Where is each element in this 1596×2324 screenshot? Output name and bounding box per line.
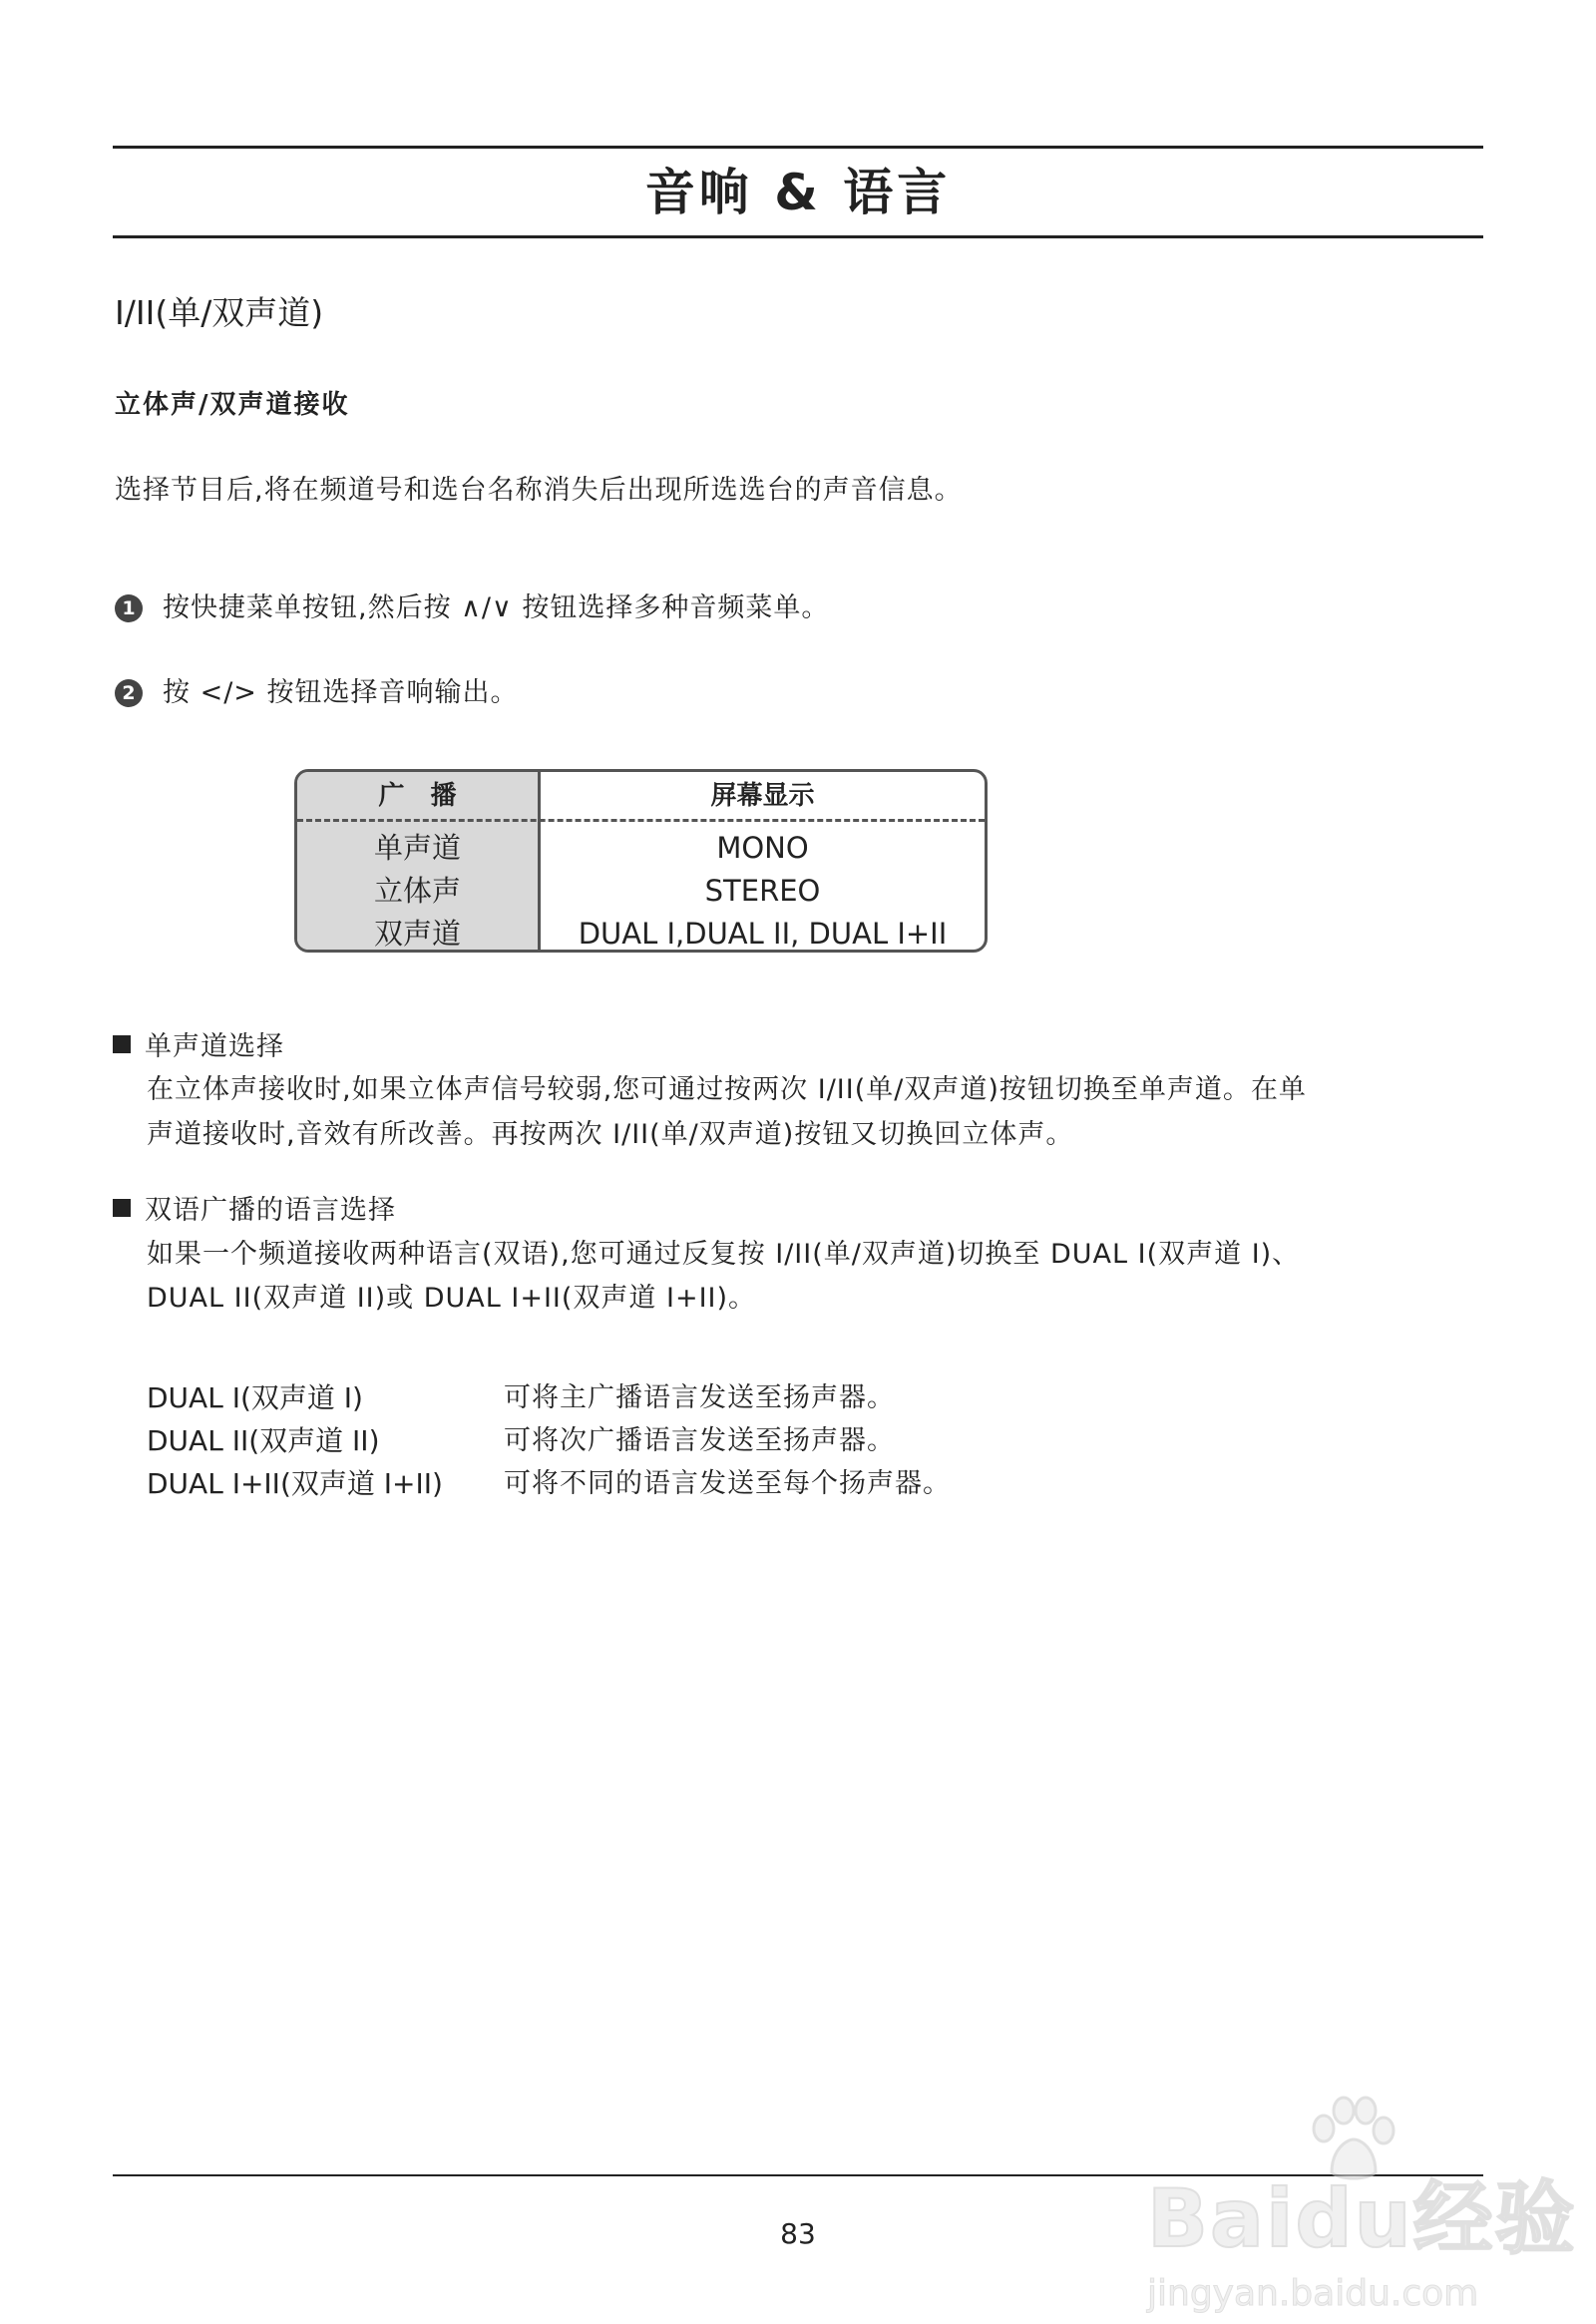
table-cell-display: STEREO [704, 874, 821, 908]
dual-mode-term: DUAL II(双声道 II) [147, 1424, 380, 1457]
intro-paragraph: 选择节目后,将在频道号和选台名称消失后出现所选选台的声音信息。 [115, 475, 963, 506]
bullet-body-line: 声道接收时,音效有所改善。再按两次 I/II(单/双声道)按钮又切换回立体声。 [147, 1119, 1074, 1150]
sub-heading: 立体声/双声道接收 [115, 390, 350, 420]
table-cell-broadcast: 双声道 [373, 917, 461, 951]
table-cell-broadcast: 立体声 [373, 874, 461, 908]
bullet-heading-mono [113, 1027, 284, 1067]
table-cell-display: MONO [716, 831, 809, 865]
step-number-icon: 2 [115, 679, 143, 707]
table-header-broadcast: 广 播 [378, 781, 457, 811]
dual-mode-term: DUAL I(双声道 I) [147, 1381, 363, 1414]
page-number: 83 [780, 2217, 816, 2250]
page-title: 音响 & 语言 [644, 164, 952, 221]
bullet-heading-text: 单声道选择 [145, 1031, 284, 1062]
step-2 [115, 673, 519, 713]
watermark-logo-text: Baidu经验 [1147, 2172, 1577, 2265]
step-number-icon: 1 [115, 594, 143, 622]
bullet-body-line: 在立体声接收时,如果立体声信号较弱,您可通过按两次 I/II(单/双声道)按钮切换至单声道。在单 [147, 1074, 1307, 1105]
step-text: 按 </> 按钮选择音响输出。 [163, 677, 519, 708]
bullet-body-line: DUAL II(双声道 II)或 DUAL I+II(双声道 I+II)。 [147, 1283, 757, 1314]
bullet-heading-bilingual [113, 1191, 396, 1231]
watermark-url: jingyan.baidu.com [1147, 2273, 1479, 2314]
step-text: 按快捷菜单按钮,然后按 ∧/∨ 按钮选择多种音频菜单。 [163, 592, 830, 623]
table-cell-display: DUAL I,DUAL II, DUAL I+II [578, 917, 948, 951]
square-bullet-icon [113, 1199, 131, 1217]
baidu-watermark [1127, 2085, 1577, 2314]
bullet-body-line: 如果一个频道接收两种语言(双语),您可通过反复按 I/II(单/双声道)切换至 DUAL I(双声道 I)、 [147, 1239, 1301, 1270]
dual-mode-desc: 可将主广播语言发送至扬声器。 [504, 1382, 895, 1413]
dual-mode-term: DUAL I+II(双声道 I+II) [147, 1467, 443, 1500]
section-heading: I/II(单/双声道) [115, 293, 324, 332]
square-bullet-icon [113, 1035, 131, 1053]
title-bottom-rule [113, 235, 1483, 238]
step-1 [115, 588, 829, 628]
dual-mode-desc: 可将不同的语言发送至每个扬声器。 [504, 1468, 951, 1499]
table-cell-broadcast: 单声道 [373, 831, 461, 865]
title-top-rule [113, 146, 1483, 149]
table-header-display: 屏幕显示 [710, 781, 815, 811]
table-header-divider [297, 819, 985, 822]
paw-icon [1302, 2095, 1401, 2184]
audio-output-table [294, 769, 988, 953]
bullet-heading-text: 双语广播的语言选择 [145, 1195, 396, 1226]
dual-mode-desc: 可将次广播语言发送至扬声器。 [504, 1425, 895, 1456]
